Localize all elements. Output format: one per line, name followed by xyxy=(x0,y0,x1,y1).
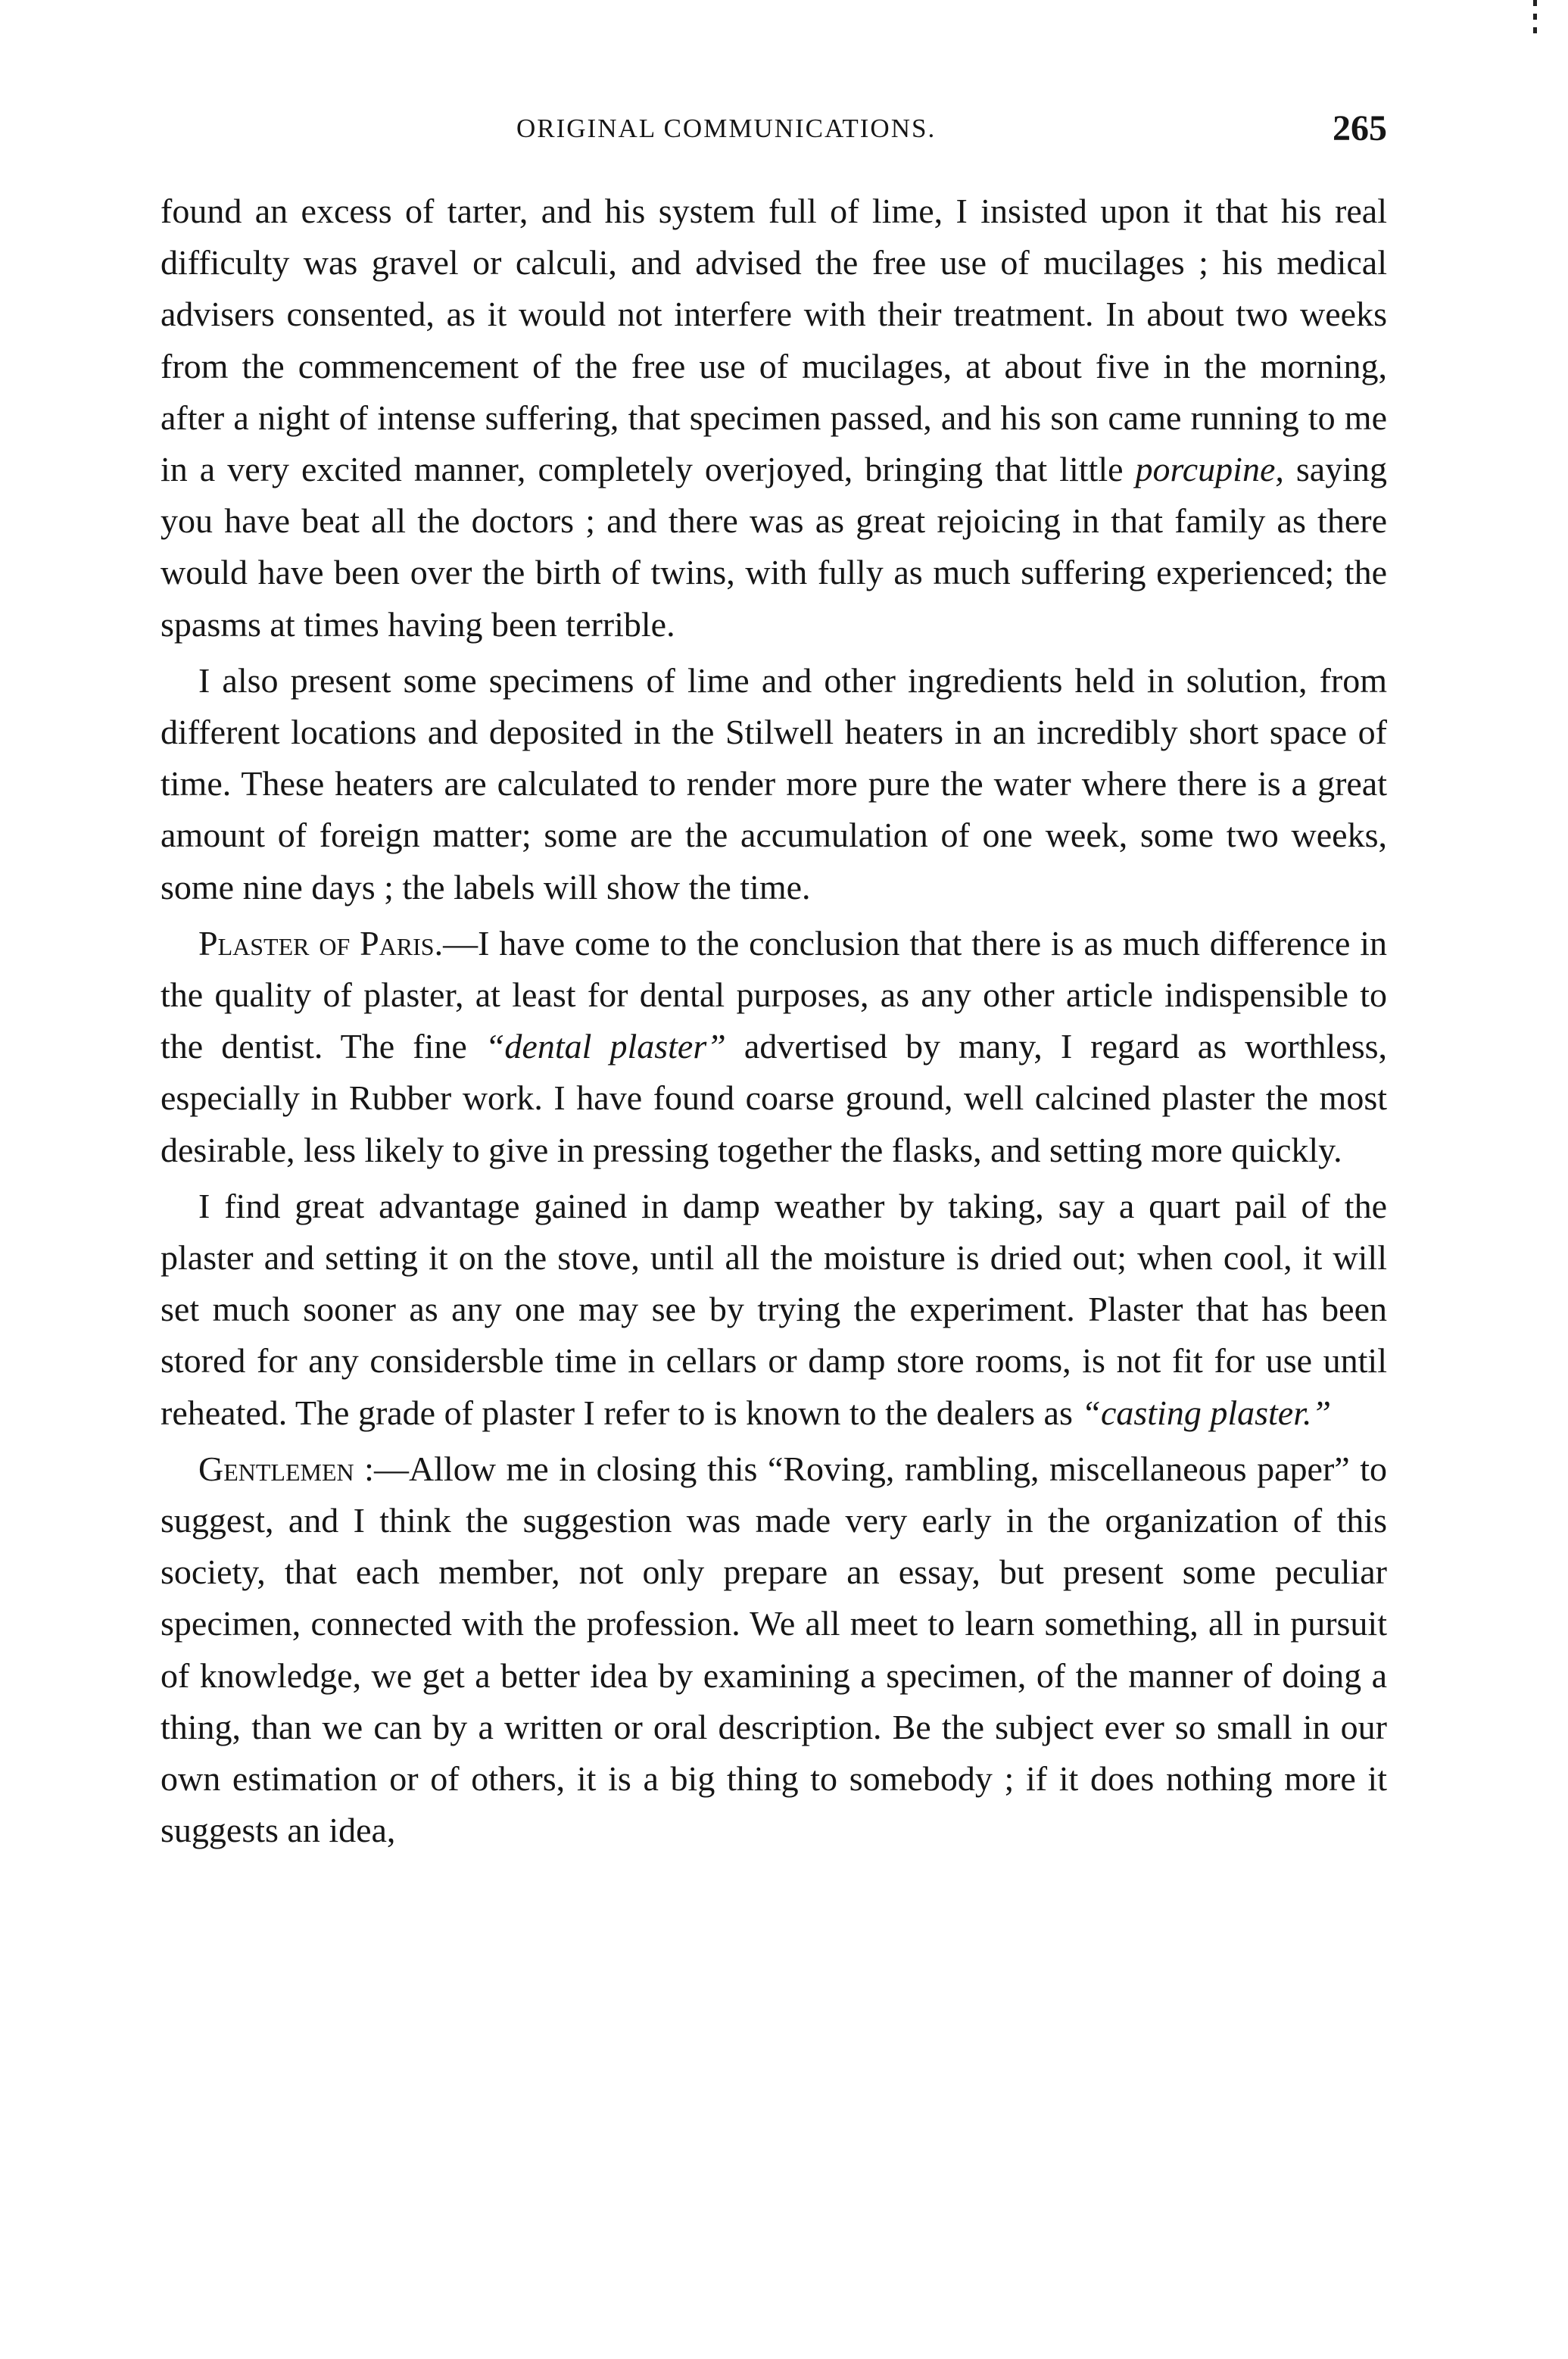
section-heading-plaster-of-paris: Plaster of Paris. xyxy=(198,923,444,963)
paragraph-4-text: I find great advantage gained in damp weather by taking, say a quart pail of the plaster and setting it on the stove, until all the moisture is dried out; when cool, it will set much sooner as any one may see by trying the experiment. Plaster that has been stored for any considersble time in cellars or damp store rooms, is not fit for use until reheated. The grade of plaster I refer to is known to the dealers as xyxy=(161,1186,1387,1432)
section-heading-gentlemen: Gentlemen xyxy=(198,1449,354,1488)
paragraph-1-italic-porcupine: porcupine, xyxy=(1135,450,1284,489)
paragraph-5 xyxy=(161,1443,1387,1857)
paragraph-2-text: I also present some specimens of lime and other ingredients held in solution, from different locations and deposited in the Stilwell heaters in an incredibly short space of time. These heaters are calculated to render more pure the water where there is a great amount of foreign matter; some are the accumulation of one week, some two weeks, some nine days ; the labels will show the time. xyxy=(161,660,1387,906)
paragraph-1 xyxy=(161,186,1387,651)
running-header xyxy=(161,108,1387,159)
page-number: 265 xyxy=(1333,108,1387,148)
paragraph-5-text: :—Allow me in closing this “Roving, rambling, miscellaneous paper” to suggest, and I think the suggestion was made very early in the organization of this society, that each member, not only prepare an essay, but present some peculiar specimen, connected with the profession. We all meet to learn something, all in pursuit of knowledge, we get a better idea by examining a specimen, of the manner of doing a thing, than we can by a written or oral description. Be the subject ever so small in our own estimation or of others, it is a big thing to somebody ; if it does nothing more it suggests an idea, xyxy=(161,1449,1387,1850)
paragraph-1-text-b: saying you have beat all the doctors ; and there was as great rejoicing in that family as there would have been over the birth of twins, with fully as much suffering experienced; the spasms at times having been terrible. xyxy=(161,450,1387,644)
margin-marks xyxy=(1533,0,1538,38)
paragraph-4 xyxy=(161,1181,1387,1439)
paragraph-4-italic-casting-plaster: “casting plaster.” xyxy=(1081,1393,1332,1432)
paragraph-3-text-a: —I have come to the conclusion that there is as much difference in the quality of plaster, at least for dental purposes, as any other article indispensible to the dentist. The fine xyxy=(161,923,1388,1066)
paragraph-3-italic-dental-plaster: “dental plaster” xyxy=(485,1027,726,1066)
running-title: ORIGINAL COMMUNICATIONS. xyxy=(516,114,937,143)
paragraph-3 xyxy=(161,918,1387,1176)
paragraph-2 xyxy=(161,655,1387,913)
paragraph-1-text-a: found an excess of tarter, and his system full of lime, I insisted upon it that his real difficulty was gravel or calculi, and advised the free use of mucilages ; his medical advisers consented, as it would not interfere with their treatment. In about two weeks from the commencement of the free use of mucilages, at about five in the morning, after a night of intense suffering, that specimen passed, and his son came running to me in a very excited manner, completely overjoyed, bringing that little xyxy=(161,192,1387,489)
body-text xyxy=(161,186,1387,1861)
paragraph-3-text-b: advertised by many, I regard as worthless, especially in Rubber work. I have found coarse ground, well calcined plaster the most desirable, less likely to give in pressing together the flasks, and setting more quickly. xyxy=(161,1027,1387,1169)
